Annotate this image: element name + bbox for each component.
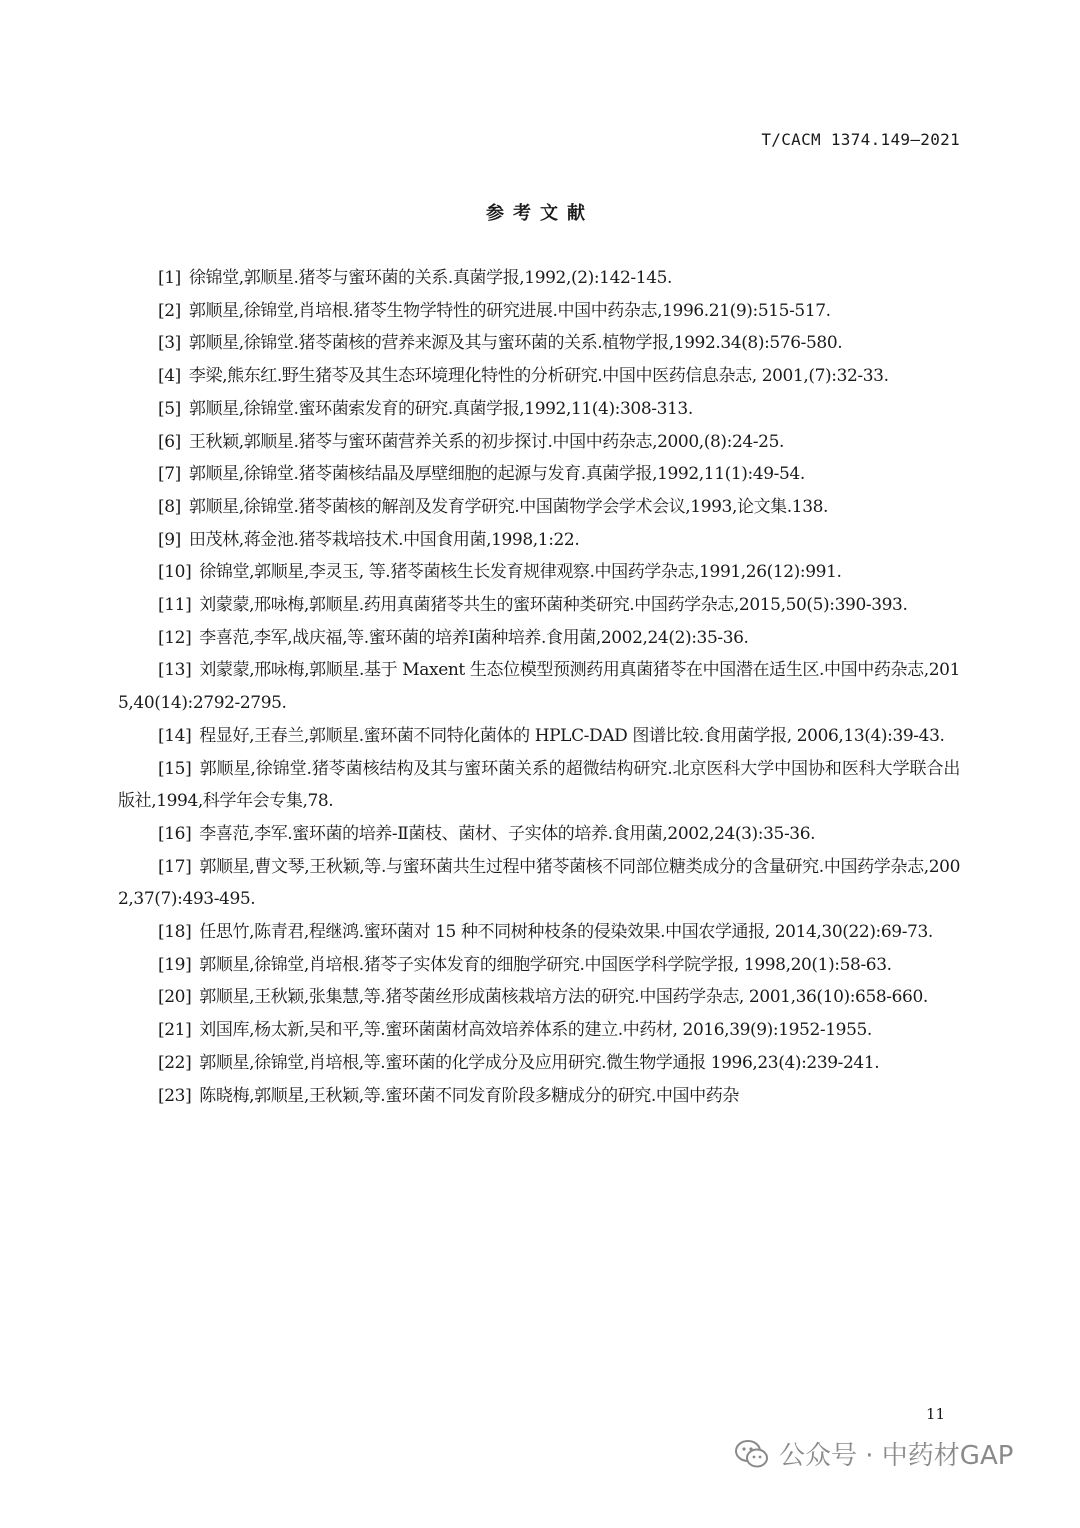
reference-number: [22] xyxy=(158,1052,192,1073)
reference-text: 郭顺星,徐锦堂.猪苓菌核结晶及厚壁细胞的起源与发育.真菌学报,1992,11(1):49-54. xyxy=(188,464,805,485)
reference-number: [12] xyxy=(158,627,192,648)
reference-item xyxy=(118,720,960,753)
reference-item xyxy=(118,491,960,524)
document-code: T/CACM 1374.149—2021 xyxy=(761,130,960,149)
reference-number: [13] xyxy=(158,660,192,681)
reference-number: [1] xyxy=(158,268,181,288)
reference-number: [9] xyxy=(158,529,181,550)
reference-number: [7] xyxy=(158,464,181,485)
reference-number: [2] xyxy=(158,300,181,321)
reference-item xyxy=(118,1080,960,1113)
reference-number: [20] xyxy=(158,987,192,1008)
reference-text: 郭顺星,徐锦堂,肖培根.猪苓子实体发育的细胞学研究.中国医学科学院学报, 1998,20(1):58-63. xyxy=(199,954,892,975)
reference-number: [5] xyxy=(158,398,181,419)
reference-number: [21] xyxy=(158,1020,192,1041)
wechat-icon xyxy=(735,1439,769,1469)
reference-item xyxy=(118,458,960,491)
reference-item xyxy=(118,327,960,360)
reference-number: [11] xyxy=(158,595,192,616)
reference-text: 郭顺星,曹文琴,王秋颖,等.与蜜环菌共生过程中猪苓菌核不同部位糖类成分的含量研究.中国药学杂志,2002,37(7):493-495. xyxy=(118,856,960,910)
reference-text: 李喜范,李军.蜜环菌的培养-Ⅱ菌枝、菌材、子实体的培养.食用菌,2002,24(3):35-36. xyxy=(199,823,816,844)
reference-item xyxy=(118,589,960,622)
reference-text: 王秋颖,郭顺星.猪苓与蜜环菌营养关系的初步探讨.中国中药杂志,2000,(8):24-25. xyxy=(188,431,784,452)
reference-item xyxy=(118,981,960,1014)
reference-item xyxy=(118,916,960,949)
reference-item xyxy=(118,360,960,393)
reference-item xyxy=(118,426,960,459)
reference-text: 陈晓梅,郭顺星,王秋颖,等.蜜环菌不同发育阶段多糖成分的研究.中国中药杂 xyxy=(199,1085,739,1106)
reference-item xyxy=(118,524,960,557)
reference-text: 任思竹,陈青君,程继鸿.蜜环菌对 15 种不同树种枝条的侵染效果.中国农学通报, 2014,30(22):69-73. xyxy=(199,922,933,943)
reference-number: [15] xyxy=(158,758,192,779)
reference-number: [17] xyxy=(158,856,192,877)
reference-number: [19] xyxy=(158,954,192,975)
reference-text: 徐锦堂,郭顺星.猪苓与蜜环菌的关系.真菌学报,1992,(2):142-145. xyxy=(188,268,673,288)
reference-text: 郭顺星,徐锦堂.猪苓菌核结构及其与蜜环菌关系的超微结构研究.北京医科大学中国协和医科大学联合出版社,1994,科学年会专集,78. xyxy=(118,758,960,812)
reference-item xyxy=(118,295,960,328)
watermark xyxy=(735,1435,1013,1472)
reference-number: [3] xyxy=(158,333,181,354)
reference-number: [10] xyxy=(158,562,192,583)
reference-text: 郭顺星,徐锦堂,肖培根.猪苓生物学特性的研究进展.中国中药杂志,1996.21(9):515-517. xyxy=(188,300,831,321)
reference-number: [6] xyxy=(158,431,181,452)
section-title: 参考文献 xyxy=(486,203,594,224)
reference-number: [16] xyxy=(158,823,192,844)
reference-text: 李梁,熊东红.野生猪苓及其生态环境理化特性的分析研究.中国中医药信息杂志, 2001,(7):32-33. xyxy=(188,366,889,387)
reference-item xyxy=(118,622,960,655)
reference-text: 程显好,王春兰,郭顺星.蜜环菌不同特化菌体的 HPLC-DAD 图谱比较.食用菌学报, 2006,13(4):39-43. xyxy=(199,725,945,746)
reference-item xyxy=(118,753,960,818)
reference-number: [14] xyxy=(158,725,192,746)
reference-text: 郭顺星,徐锦堂,肖培根,等.蜜环菌的化学成分及应用研究.微生物学通报 1996,23(4):239-241. xyxy=(199,1052,880,1073)
reference-text: 田茂林,蒋金池.猪苓栽培技术.中国食用菌,1998,1:22. xyxy=(188,529,580,550)
watermark-text: 公众号 · 中药材GAP xyxy=(779,1441,1014,1471)
reference-number: [8] xyxy=(158,496,181,517)
reference-text: 刘蒙蒙,邢咏梅,郭顺星.药用真菌猪苓共生的蜜环菌种类研究.中国药学杂志,2015,50(5):390-393. xyxy=(199,595,908,616)
reference-item xyxy=(118,818,960,851)
reference-item xyxy=(118,393,960,426)
reference-text: 郭顺星,王秋颖,张集慧,等.猪苓菌丝形成菌核栽培方法的研究.中国药学杂志, 2001,36(10):658-660. xyxy=(199,987,928,1008)
reference-item xyxy=(118,262,960,295)
reference-item xyxy=(118,851,960,916)
reference-text: 刘蒙蒙,邢咏梅,郭顺星.基于 Maxent 生态位模型预测药用真菌猪苓在中国潜在适生区.中国中药杂志,2015,40(14):2792-2795. xyxy=(118,660,960,714)
reference-number: [4] xyxy=(158,366,181,387)
reference-item xyxy=(118,1047,960,1080)
reference-text: 郭顺星,徐锦堂.猪苓菌核的解剖及发育学研究.中国菌物学会学术会议,1993,论文集.138. xyxy=(188,496,829,517)
reference-text: 徐锦堂,郭顺星,李灵玉, 等.猪苓菌核生长发育规律观察.中国药学杂志,1991,26(12):991. xyxy=(199,562,842,583)
reference-text: 李喜范,李军,战庆福,等.蜜环菌的培养Ⅰ菌种培养.食用菌,2002,24(2):35-36. xyxy=(199,627,749,648)
reference-number: [18] xyxy=(158,922,192,943)
reference-item xyxy=(118,949,960,982)
reference-list xyxy=(118,262,960,1112)
reference-item xyxy=(118,556,960,589)
page-number: 11 xyxy=(926,1405,946,1423)
reference-text: 郭顺星,徐锦堂.蜜环菌索发育的研究.真菌学报,1992,11(4):308-313. xyxy=(188,398,693,419)
reference-number: [23] xyxy=(158,1085,192,1106)
reference-item xyxy=(118,654,960,719)
reference-item xyxy=(118,1014,960,1047)
reference-text: 刘国库,杨太新,吴和平,等.蜜环菌菌材高效培养体系的建立.中药材, 2016,39(9):1952-1955. xyxy=(199,1020,872,1041)
reference-text: 郭顺星,徐锦堂.猪苓菌核的营养来源及其与蜜环菌的关系.植物学报,1992.34(8):576-580. xyxy=(188,333,843,354)
